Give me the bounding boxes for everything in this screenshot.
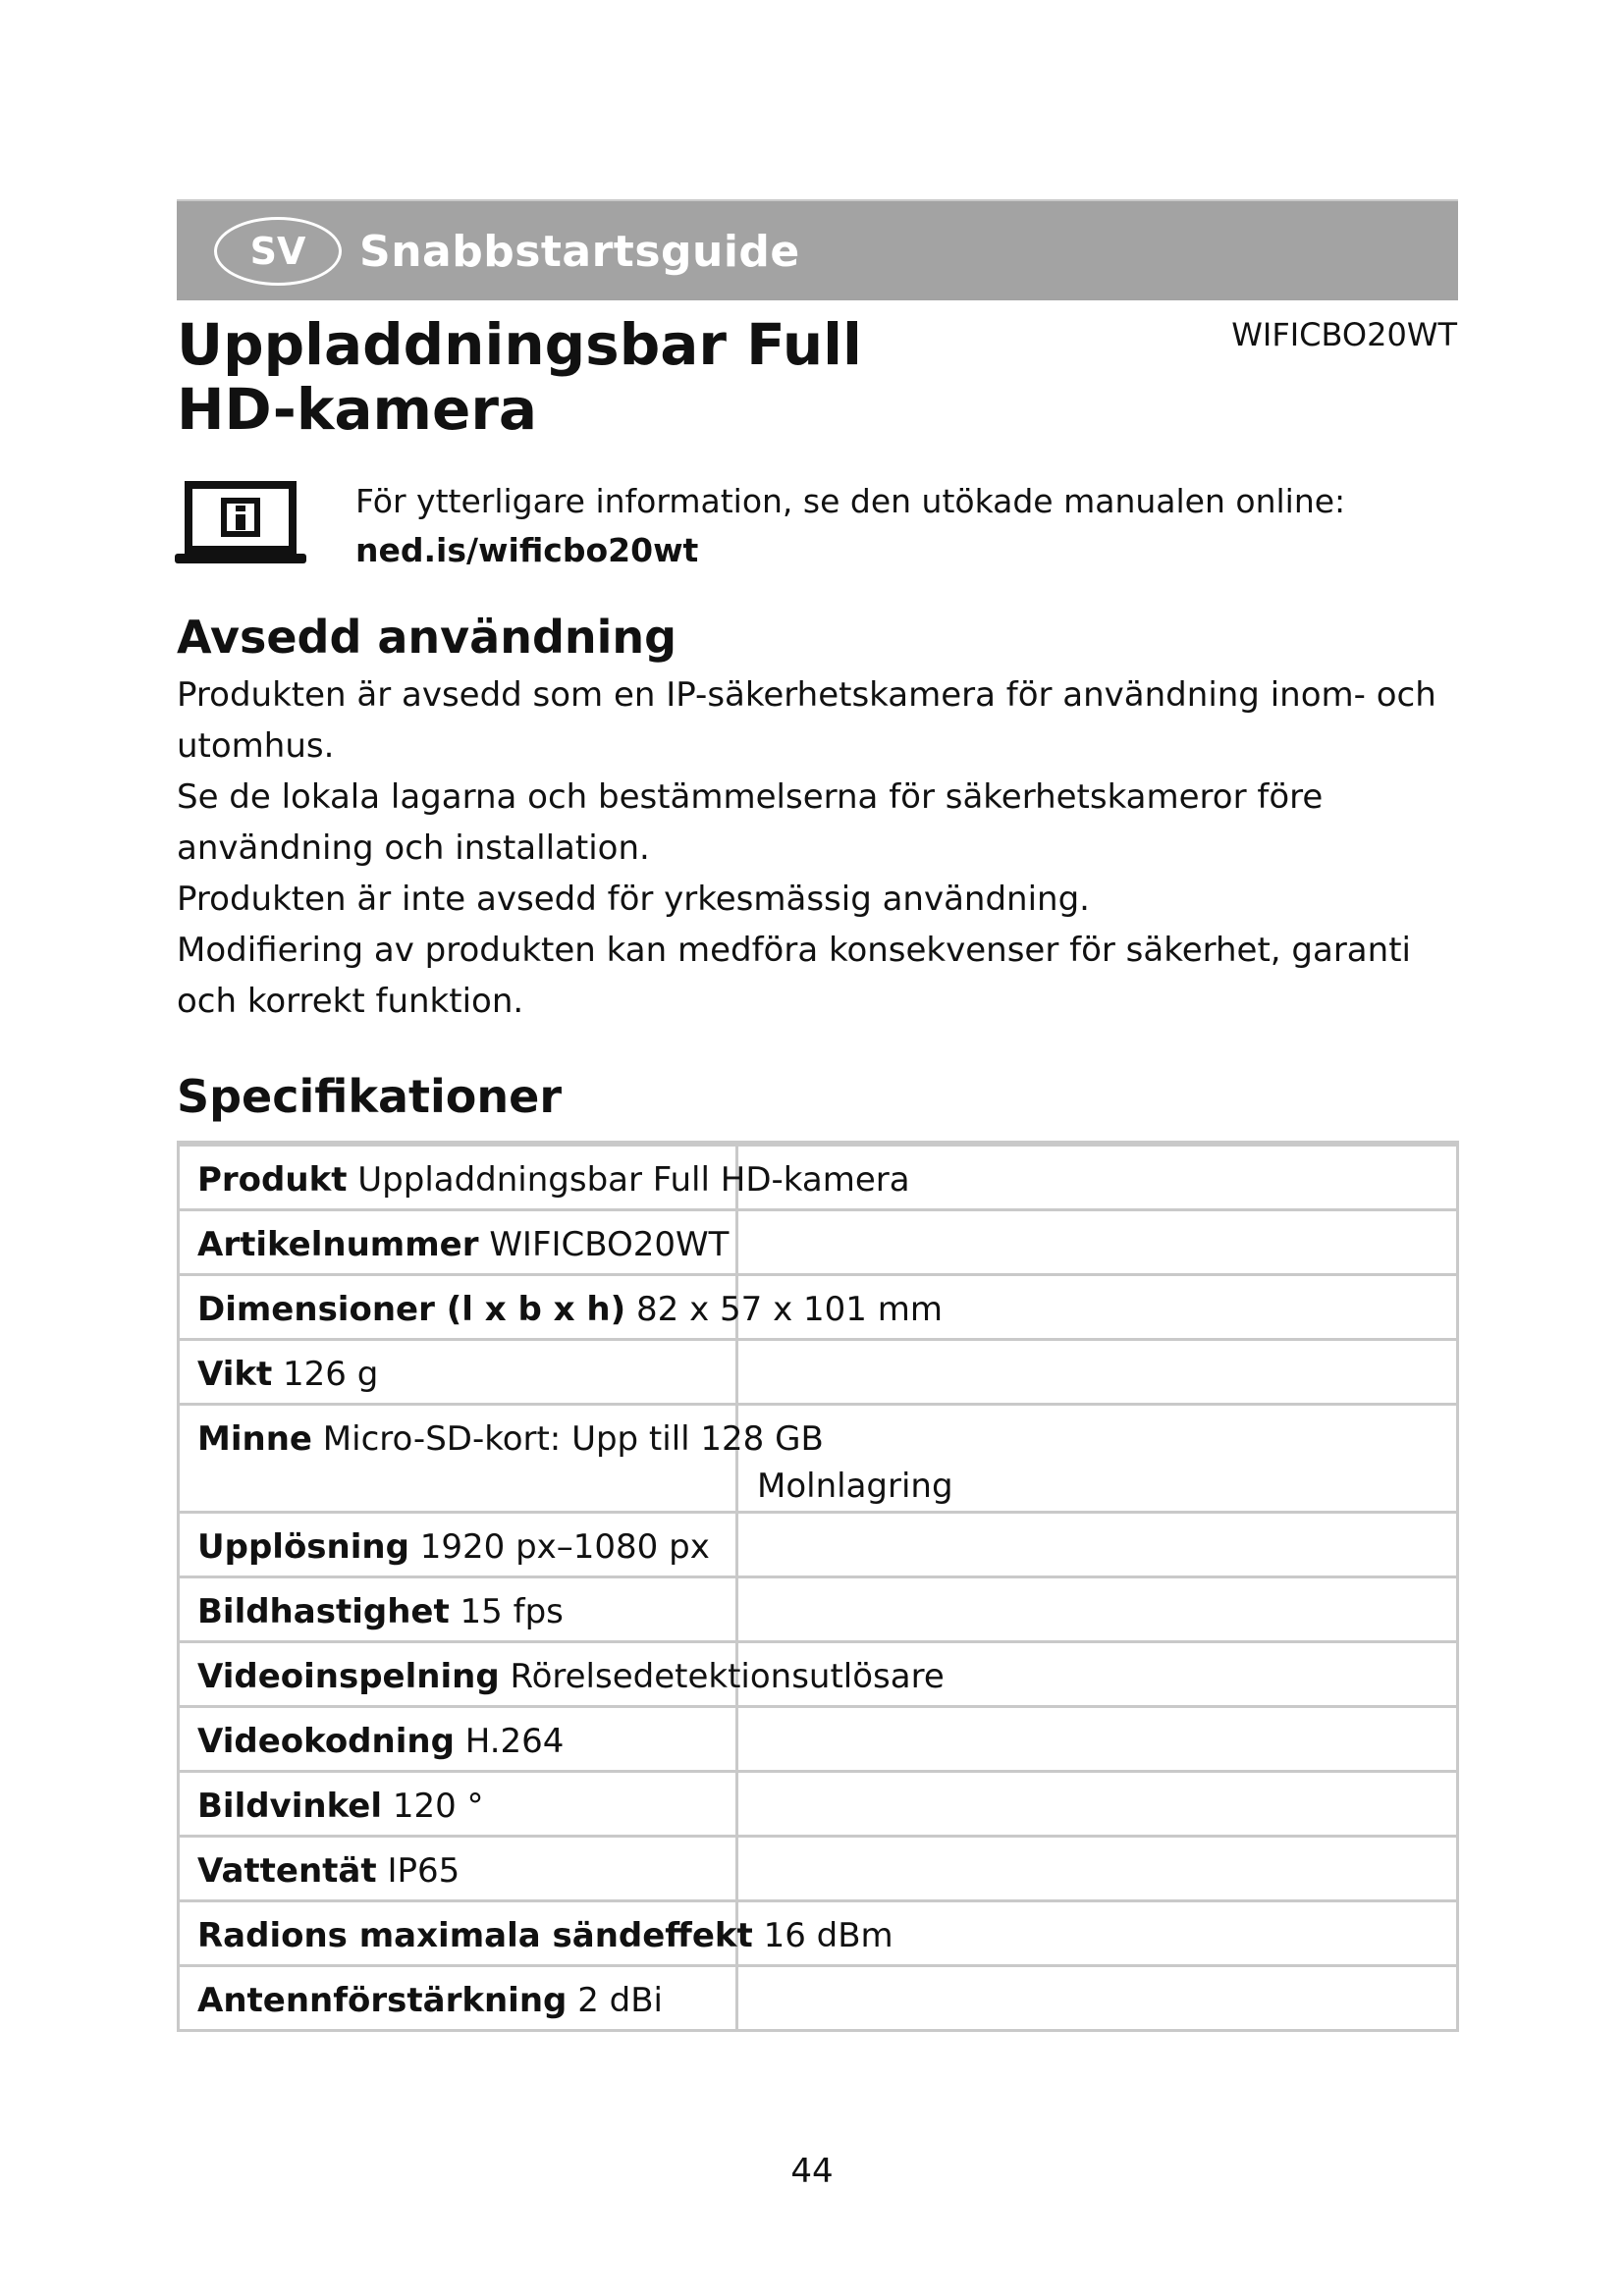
table-row (180, 1705, 1456, 1770)
usage-paragraph: Modifiering av produkten kan medföra konsekvenser för säkerhet, garanti och korrekt funktion. (177, 931, 1411, 1021)
table-row (180, 1208, 1456, 1273)
spec-value: H.264 (464, 1722, 565, 1761)
table-row (180, 1770, 1456, 1835)
table-row (180, 1511, 1456, 1575)
table-row (180, 1575, 1456, 1640)
usage-text (177, 669, 1473, 1027)
spec-value: Rörelsedetektionsutlösare (510, 1657, 945, 1696)
table-row (180, 1403, 1456, 1511)
product-title-line1: Uppladdningsbar Full (177, 311, 862, 378)
table-row (180, 1338, 1456, 1403)
table-row (180, 1835, 1456, 1899)
spec-key: Videoinspelning (197, 1657, 500, 1696)
spec-key: Dimensioner (l x b x h) (197, 1290, 626, 1329)
specifications-heading: Specifikationer (177, 1070, 563, 1123)
usage-paragraph: Produkten är avsedd som en IP-säkerhetskamera för användning inom- och utomhus. (177, 675, 1436, 766)
specifications-table (177, 1141, 1459, 2032)
spec-key: Radions maximala sändeffekt (197, 1916, 753, 1955)
header-banner (177, 199, 1458, 300)
spec-value: WIFICBO20WT (489, 1225, 730, 1264)
spec-key: Vattentät (197, 1851, 377, 1891)
banner-title: Snabbstartsguide (359, 227, 800, 277)
product-title (177, 312, 862, 442)
table-row (180, 1899, 1456, 1964)
usage-paragraph: Produkten är inte avsedd för yrkesmässig användning. (177, 880, 1090, 919)
manual-screen-icon (175, 481, 306, 565)
table-row (180, 1640, 1456, 1705)
spec-key: Upplösning (197, 1527, 409, 1567)
page-number: 44 (790, 2152, 834, 2191)
spec-key: Videokodning (197, 1722, 455, 1761)
spec-value: 120 ° (392, 1787, 484, 1826)
table-row (180, 1144, 1456, 1208)
spec-key: Bildvinkel (197, 1787, 382, 1826)
table-row (180, 1273, 1456, 1338)
spec-key: Bildhastighet (197, 1592, 450, 1631)
spec-value: 82 x 57 x 101 mm (636, 1290, 943, 1329)
manual-info-text: För ytterligare information, se den utökade manualen online: (355, 482, 1346, 520)
spec-value: 1920 px–1080 px (419, 1527, 710, 1567)
spec-extra-value: Molnlagring (757, 1467, 953, 1506)
spec-value: 126 g (283, 1355, 379, 1394)
article-number: WIFICBO20WT (1231, 316, 1457, 353)
usage-paragraph: Se de lokala lagarna och bestämmelserna för säkerhetskameror före användning och installation. (177, 777, 1324, 868)
manual-url-link[interactable]: ned.is/wificbo20wt (355, 531, 699, 569)
spec-value: IP65 (387, 1851, 460, 1891)
manual-info (355, 477, 1345, 575)
table-row (180, 1964, 1456, 2029)
spec-value: 15 fps (460, 1592, 564, 1631)
spec-key: Produkt (197, 1160, 348, 1200)
spec-key: Vikt (197, 1355, 273, 1394)
language-badge: SV (214, 217, 342, 286)
spec-value: 2 dBi (577, 1981, 663, 2020)
spec-value: Uppladdningsbar Full HD-kamera (357, 1160, 910, 1200)
spec-key: Antennförstärkning (197, 1981, 568, 2020)
spec-value: Micro-SD-kort: Upp till 128 GB (322, 1419, 824, 1459)
spec-key: Minne (197, 1419, 312, 1459)
spec-key: Artikelnummer (197, 1225, 479, 1264)
spec-value: 16 dBm (763, 1916, 893, 1955)
product-title-line2: HD-kamera (177, 376, 538, 443)
usage-heading: Avsedd användning (177, 611, 677, 664)
